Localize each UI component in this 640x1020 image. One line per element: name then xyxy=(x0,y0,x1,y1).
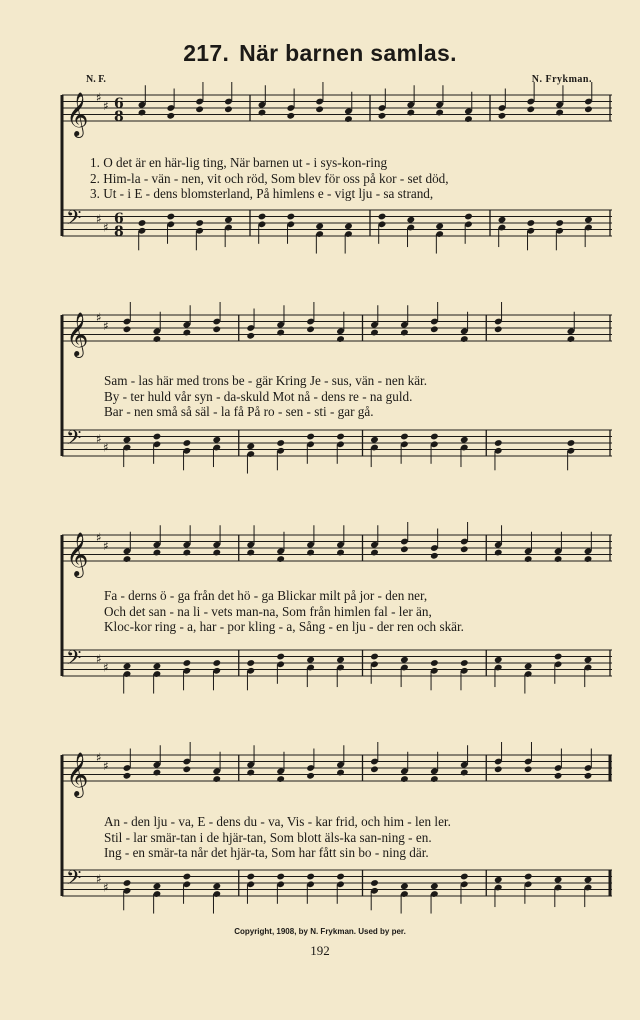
bass-clef-icon: 𝄢 xyxy=(66,206,82,234)
note-head xyxy=(153,433,162,441)
note-head xyxy=(430,775,439,783)
note-head xyxy=(123,555,132,563)
note-head xyxy=(494,439,503,447)
note-head xyxy=(524,555,533,563)
sharp-icon: ♯ xyxy=(96,212,102,227)
note-head xyxy=(464,115,473,123)
lyric-line: Sam - las här med trons be - gär Kring Je - sus, vän - nen kär. xyxy=(104,373,428,388)
sharp-icon: ♯ xyxy=(103,440,109,455)
note-head xyxy=(435,222,444,230)
sharp-icon: ♯ xyxy=(96,750,102,765)
sharp-icon: ♯ xyxy=(96,530,102,545)
lyric-line: 3. Ut - i E - dens blomsterland, På himlens e - vigt lju - sa strand, xyxy=(90,186,434,201)
treble-clef-icon: 𝄞 xyxy=(66,752,89,796)
note-head xyxy=(524,765,533,773)
note-head xyxy=(138,219,147,227)
sharp-icon: ♯ xyxy=(96,432,102,447)
note-head xyxy=(406,109,415,117)
note-head xyxy=(460,545,469,553)
note-head xyxy=(494,325,503,333)
note-head xyxy=(400,329,409,337)
time-signature: 6 xyxy=(114,211,124,227)
note-head xyxy=(246,873,255,881)
note-head xyxy=(555,219,564,227)
note-head xyxy=(276,329,285,337)
note-head xyxy=(430,552,439,560)
note-head xyxy=(336,769,345,777)
sharp-icon: ♯ xyxy=(96,652,102,667)
note-head xyxy=(498,112,507,120)
note-head xyxy=(195,105,204,113)
note-head xyxy=(584,216,593,224)
note-head xyxy=(370,765,379,773)
note-head xyxy=(166,213,175,221)
note-head xyxy=(276,775,285,783)
note-head xyxy=(494,765,503,773)
note-head xyxy=(430,882,439,890)
note-head xyxy=(370,329,379,337)
sharp-icon: ♯ xyxy=(103,318,109,333)
note-head xyxy=(526,219,535,227)
lyric-line: Fa - derns ö - ga från det hö - ga Blickar milt på jor - den ner, xyxy=(104,588,428,603)
lyric-line: Stil - lar smär-tan i de hjär-tan, Som blott äls-ka san-ning - en. xyxy=(104,829,432,845)
hymn-number: 217. xyxy=(183,40,230,66)
note-head xyxy=(370,549,379,557)
sharp-icon: ♯ xyxy=(103,98,109,113)
lyric-line: Ing - en smär-ta når det hjär-ta, Som har fått sin bo - ning där. xyxy=(104,845,429,860)
note-head xyxy=(315,105,324,113)
note-head xyxy=(306,772,315,780)
note-head xyxy=(430,433,439,441)
note-head xyxy=(153,335,162,343)
note-head xyxy=(400,882,409,890)
time-signature: 8 xyxy=(114,109,124,125)
note-head xyxy=(554,876,563,884)
note-head xyxy=(183,873,192,881)
time-signature: 6 xyxy=(114,96,124,112)
lyric-line: Kloc-kor ring - a, har - por kling - a, Sång - en lju - der ren och skär. xyxy=(104,619,464,634)
note-head xyxy=(370,436,379,444)
bass-clef-icon: 𝄢 xyxy=(66,866,82,894)
note-head xyxy=(555,109,564,117)
note-head xyxy=(430,325,439,333)
hymn-title xyxy=(0,40,640,67)
note-head xyxy=(212,325,221,333)
note-head xyxy=(306,325,315,333)
sharp-icon: ♯ xyxy=(103,220,109,235)
note-head xyxy=(258,213,267,221)
note-head xyxy=(212,549,221,557)
note-head xyxy=(276,555,285,563)
note-head xyxy=(460,659,469,667)
verse-block-2 xyxy=(104,373,624,420)
note-head xyxy=(153,549,162,557)
lyric-line: Och det san - na li - vets man-na, Som från himlen fal - ler än, xyxy=(104,603,432,619)
note-head xyxy=(526,105,535,113)
note-head xyxy=(138,109,147,117)
note-head xyxy=(567,335,576,343)
note-head xyxy=(212,775,221,783)
note-head xyxy=(166,112,175,120)
note-head xyxy=(494,656,503,664)
note-head xyxy=(584,772,593,780)
note-head xyxy=(370,879,379,887)
note-head xyxy=(584,876,593,884)
note-head xyxy=(400,545,409,553)
bass-clef-icon: 𝄢 xyxy=(66,426,82,454)
note-head xyxy=(464,213,473,221)
lyric-line: By - ter huld vår syn - da-skuld Mot nå - dens re - na guld. xyxy=(104,388,413,404)
note-head xyxy=(306,549,315,557)
note-head xyxy=(400,656,409,664)
note-head xyxy=(153,769,162,777)
treble-clef-icon: 𝄞 xyxy=(66,92,89,136)
sharp-icon: ♯ xyxy=(96,872,102,887)
note-head xyxy=(435,109,444,117)
note-head xyxy=(123,436,132,444)
treble-clef-icon: 𝄞 xyxy=(66,312,89,356)
verse-block-3 xyxy=(104,588,624,635)
note-head xyxy=(524,873,533,881)
sharp-icon: ♯ xyxy=(103,538,109,553)
note-head xyxy=(246,659,255,667)
treble-clef-icon: 𝄞 xyxy=(66,532,89,576)
copyright-notice: Copyright, 1908, by N. Frykman. Used by per. xyxy=(234,927,406,936)
note-head xyxy=(400,433,409,441)
note-head xyxy=(336,873,345,881)
note-head xyxy=(183,329,192,337)
bass-clef-icon: 𝄢 xyxy=(66,646,82,674)
note-head xyxy=(183,765,192,773)
note-head xyxy=(460,335,469,343)
note-head xyxy=(400,775,409,783)
note-head xyxy=(370,653,379,661)
note-head xyxy=(494,876,503,884)
note-head xyxy=(246,549,255,557)
note-head xyxy=(276,439,285,447)
note-head xyxy=(123,662,132,670)
note-head xyxy=(460,436,469,444)
note-head xyxy=(344,115,353,123)
note-head xyxy=(336,335,345,343)
note-head xyxy=(258,109,267,117)
note-head xyxy=(524,662,533,670)
note-head xyxy=(276,873,285,881)
note-head xyxy=(306,873,315,881)
note-head xyxy=(123,772,132,780)
verse-block-4 xyxy=(104,814,624,861)
note-head xyxy=(584,555,593,563)
note-head xyxy=(460,873,469,881)
note-head xyxy=(306,433,315,441)
note-head xyxy=(406,216,415,224)
note-head xyxy=(554,555,563,563)
hymn-title-text: När barnen samlas. xyxy=(239,40,457,66)
note-head xyxy=(246,769,255,777)
note-head xyxy=(336,656,345,664)
words-credit: N. F. xyxy=(86,74,106,85)
time-signature: 8 xyxy=(114,224,124,240)
note-head xyxy=(276,653,285,661)
note-head xyxy=(567,439,576,447)
note-head xyxy=(123,325,132,333)
note-head xyxy=(212,659,221,667)
note-head xyxy=(183,549,192,557)
note-head xyxy=(554,772,563,780)
note-head xyxy=(153,662,162,670)
lyric-line: 1. O det är en här-lig ting, När barnen ut - i sys-kon-ring xyxy=(90,155,388,170)
lyric-line: Bar - nen små så säl - la få På ro - sen - sti - gar gå. xyxy=(104,404,374,419)
note-head xyxy=(246,442,255,450)
note-head xyxy=(336,549,345,557)
note-head xyxy=(344,222,353,230)
note-head xyxy=(246,332,255,340)
note-head xyxy=(123,879,132,887)
sharp-icon: ♯ xyxy=(96,90,102,105)
note-head xyxy=(554,653,563,661)
note-head xyxy=(378,213,387,221)
note-head xyxy=(183,439,192,447)
sharp-icon: ♯ xyxy=(103,880,109,895)
note-head xyxy=(315,222,324,230)
note-head xyxy=(212,882,221,890)
note-head xyxy=(378,112,387,120)
note-head xyxy=(286,112,295,120)
note-head xyxy=(183,659,192,667)
note-head xyxy=(584,105,593,113)
note-head xyxy=(224,216,233,224)
note-head xyxy=(286,213,295,221)
note-head xyxy=(494,549,503,557)
page-number: 192 xyxy=(310,943,330,958)
note-head xyxy=(460,769,469,777)
note-head xyxy=(336,433,345,441)
note-head xyxy=(584,656,593,664)
note-head xyxy=(224,105,233,113)
note-head xyxy=(212,436,221,444)
sharp-icon: ♯ xyxy=(96,310,102,325)
music-credit: N. Frykman. xyxy=(531,74,592,85)
note-head xyxy=(306,656,315,664)
note-head xyxy=(195,219,204,227)
note-head xyxy=(498,216,507,224)
lyric-line: 2. Him-la - vän - nen, vit och röd, Som blev för oss på kor - set död, xyxy=(90,170,449,186)
sharp-icon: ♯ xyxy=(103,758,109,773)
note-head xyxy=(153,882,162,890)
note-head xyxy=(430,659,439,667)
verse-block-1 xyxy=(90,155,610,202)
sharp-icon: ♯ xyxy=(103,660,109,675)
lyric-line: An - den lju - va, E - dens du - va, Vis - kar frid, och him - len ler. xyxy=(104,814,451,829)
